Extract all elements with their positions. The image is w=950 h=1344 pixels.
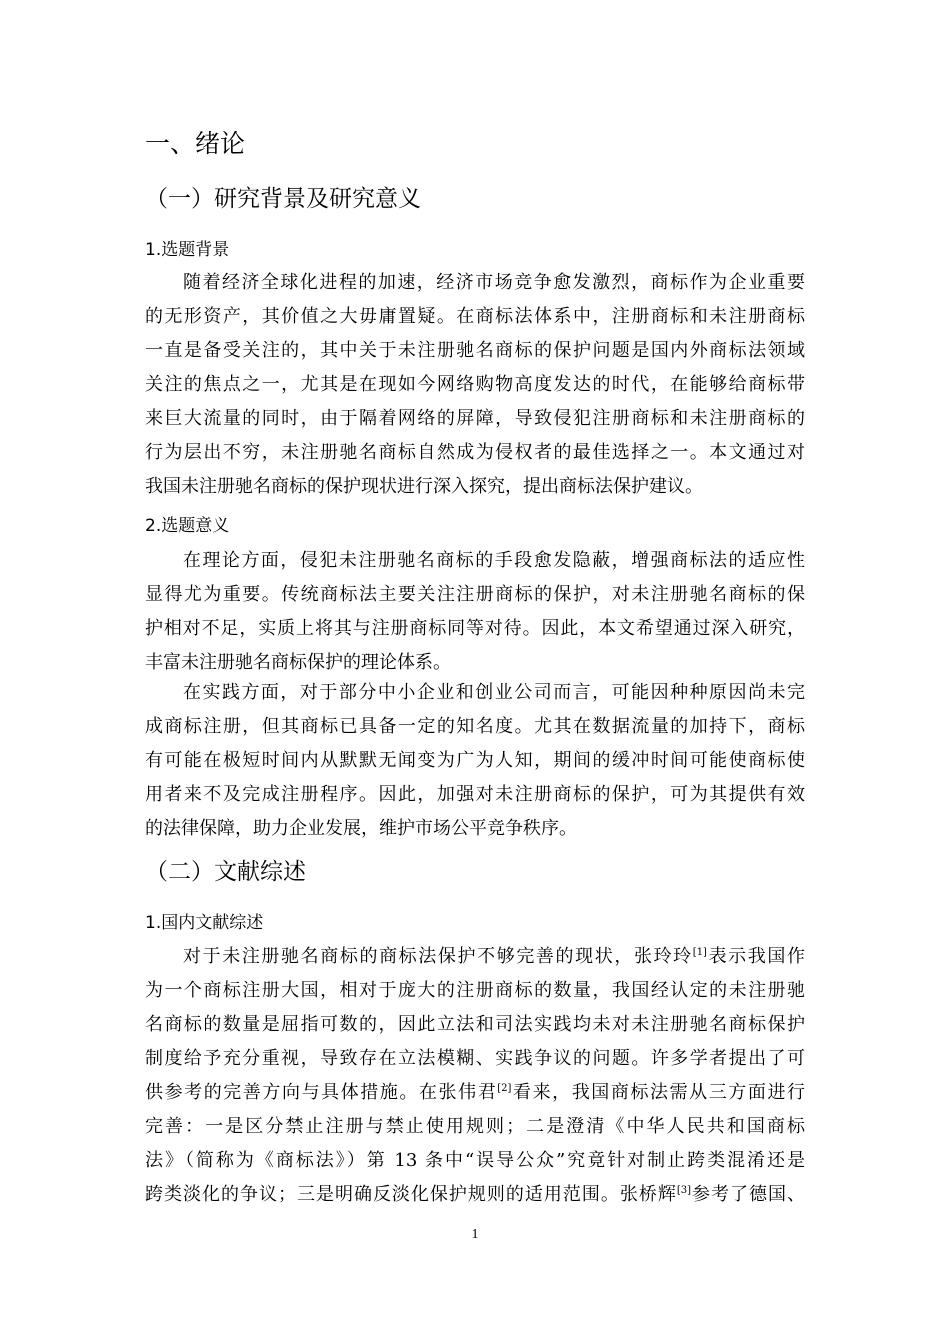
citation-ref: [1] <box>692 947 707 958</box>
text-line: 用者来不及完成注册程序。因此，加强对未注册商标的保护，可为其提供有效 <box>145 784 805 805</box>
paragraph-theory <box>145 544 805 680</box>
text-line: 在理论方面，侵犯未注册驰名商标的手段愈发隐蔽，增强商标法的适应性 <box>183 550 805 571</box>
text-line: 行为层出不穷，未注册驰名商标自然成为侵权者的最佳选择之一。本文通过对 <box>145 442 805 463</box>
citation-ref: [3] <box>676 1185 692 1196</box>
subheading-topic-background: 1.选题背景 <box>145 240 230 260</box>
text-line: 成商标注册，但其商标已具备一定的知名度。尤其在数据流量的加持下，商标 <box>145 716 805 737</box>
text-line: 护相对不足，实质上将其与注册商标同等对待。因此，本文希望通过深入研究， <box>145 618 805 639</box>
paragraph-practice <box>145 676 805 846</box>
text-line: 关注的焦点之一，尤其是在现如今网络购物高度发达的时代，在能够给商标带 <box>145 374 805 395</box>
chapter-heading: 一、绪论 <box>145 129 246 158</box>
page-number: 1 <box>471 1227 479 1242</box>
text-line: 在实践方面，对于部分中小企业和创业公司而言，可能因种种原因尚未完 <box>183 682 805 703</box>
subheading-topic-significance: 2.选题意义 <box>145 516 230 536</box>
text-line: 我国未注册驰名商标的保护现状进行深入探究，提出商标法保护建议。 <box>145 476 703 497</box>
text-line: 随着经济全球化进程的加速，经济市场竞争愈发激烈，商标作为企业重要 <box>183 272 805 293</box>
text-line: 名商标的数量是屈指可数的，因此立法和司法实践均未对未注册驰名商标保护 <box>145 1014 805 1035</box>
text-line: 丰富未注册驰名商标保护的理论体系。 <box>145 652 451 673</box>
text-line: 供参考的完善方向与具体措施。在张伟君[2]看来，我国商标法需从三方面进行 <box>145 1082 806 1103</box>
text-line: 的无形资产，其价值之大毋庸置疑。在商标法体系中，注册商标和未注册商标 <box>145 306 805 327</box>
text-line: 来巨大流量的同时，由于隔着网络的屏障，导致侵犯注册商标和未注册商标的 <box>145 408 805 429</box>
section-heading-research-background: （一）研究背景及研究意义 <box>145 186 421 212</box>
text-line: 完善：一是区分禁止注册与禁止使用规则；二是澄清《中华人民共和国商标 <box>145 1116 805 1137</box>
text-line: 对于未注册驰名商标的商标法保护不够完善的现状，张玲玲[1]表示我国作 <box>183 946 806 967</box>
text-line: 一直是备受关注的，其中关于未注册驰名商标的保护问题是国内外商标法领域 <box>145 340 805 361</box>
text-line: 有可能在极短时间内从默默无闻变为广为人知，期间的缓冲时间可能使商标使 <box>145 750 805 771</box>
text-line: 为一个商标注册大国，相对于庞大的注册商标的数量，我国经认定的未注册驰 <box>145 980 805 1001</box>
section-heading-literature-review: （二）文献综述 <box>145 859 306 885</box>
text-line: 跨类淡化的争议；三是明确反淡化保护规则的适用范围。张桥辉[3]参考了德国、 <box>145 1184 806 1205</box>
text-line: 的法律保障，助力企业发展，维护市场公平竞争秩序。 <box>145 818 577 839</box>
text-line: 显得尤为重要。传统商标法主要关注注册商标的保护，对未注册驰名商标的保 <box>145 584 805 605</box>
text-line: 法》（简称为《商标法》）第 13 条中“误导公众”究竟针对制止跨类混淆还是 <box>145 1150 805 1171</box>
citation-ref: [2] <box>497 1083 512 1094</box>
paragraph-topic-background <box>145 266 805 504</box>
text-line: 制度给予充分重视，导致存在立法模糊、实践争议的问题。许多学者提出了可 <box>145 1048 805 1069</box>
paragraph-domestic-literature <box>145 940 805 1212</box>
subheading-domestic-literature: 1.国内文献综述 <box>145 913 264 933</box>
